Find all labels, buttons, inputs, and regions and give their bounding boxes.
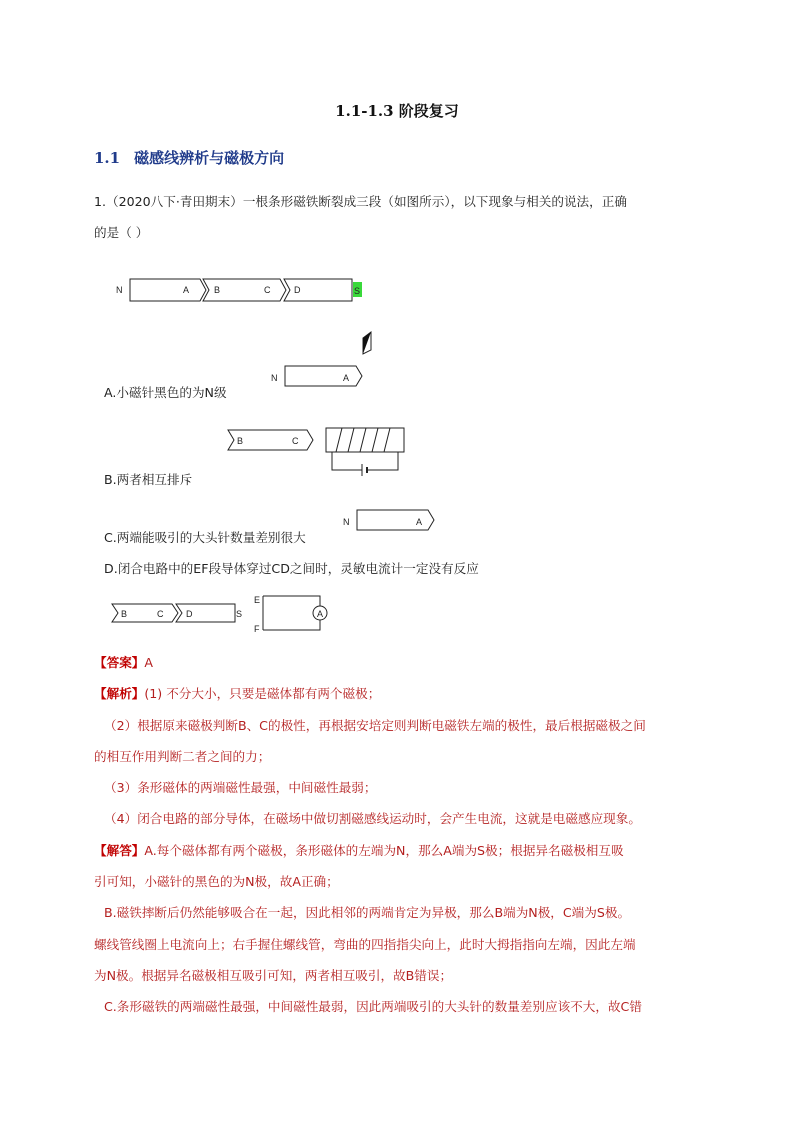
option-b: B.两者相互排斥 bbox=[104, 472, 193, 487]
pole-label-s: S bbox=[236, 609, 243, 619]
label-c: C bbox=[292, 436, 299, 446]
label-b: B bbox=[121, 609, 128, 619]
section-number: 1.1 bbox=[94, 149, 121, 167]
section-heading bbox=[94, 147, 284, 168]
solution-line-3: B.磁铁摔断后仍然能够吸合在一起，因此相邻的两端肯定为异极，那么B端为N极，C端为S极。 bbox=[104, 905, 631, 920]
solution-line-5: 为N极。根据异名磁极相互吸引可知，两者相互吸引，故B错误； bbox=[94, 968, 453, 983]
circuit-wire bbox=[263, 596, 320, 630]
solution-tag: 【解答】 bbox=[94, 843, 145, 858]
broken-magnet-figure bbox=[100, 268, 380, 313]
label-c: C bbox=[157, 609, 164, 619]
option-c: C.两端能吸引的大头针数量差别很大 bbox=[104, 530, 306, 545]
galvanometer-label: A bbox=[317, 609, 324, 619]
label-a: A bbox=[183, 285, 190, 295]
galvanometer-figure bbox=[108, 590, 333, 636]
pole-label-s: S bbox=[354, 286, 361, 296]
solution-line-4: 螺线管线圈上电流向上；右手握住螺线管，弯曲的四指指尖向上，此时大拇指指向左端，因此左端 bbox=[94, 937, 636, 952]
label-a: A bbox=[416, 517, 423, 527]
analysis-text-1: (1) 不分大小，只要是磁体都有两个磁极； bbox=[144, 686, 381, 701]
answer-tag: 【答案】 bbox=[94, 655, 145, 670]
section-title: 磁感线辨析与磁极方向 bbox=[134, 149, 285, 167]
label-f: F bbox=[254, 624, 260, 634]
label-c: C bbox=[264, 285, 271, 295]
option-a: A.小磁针黑色的为N级 bbox=[104, 385, 227, 400]
magnet-segment-d bbox=[176, 604, 235, 622]
magnet-segment-a bbox=[285, 366, 362, 386]
solution-line-1 bbox=[94, 840, 624, 859]
answer-value: A bbox=[144, 655, 153, 670]
answer-line bbox=[94, 652, 153, 671]
label-b: B bbox=[237, 436, 244, 446]
option-d: D.闭合电路中的EF段导体穿过CD之间时，灵敏电流计一定没有反应 bbox=[104, 561, 479, 576]
analysis-tag: 【解析】 bbox=[94, 686, 145, 701]
circuit-wire bbox=[332, 452, 398, 470]
analysis-line-4: （3）条形磁体的两端磁性最强，中间磁性最弱； bbox=[104, 780, 377, 795]
solution-text-1: A.每个磁体都有两个磁极，条形磁体的左端为N，那么A端为S极；根据异名磁极相互吸 bbox=[144, 843, 624, 858]
magnet-segment-c bbox=[357, 510, 434, 530]
solenoid-coil bbox=[336, 428, 390, 452]
solution-line-2: 引可知，小磁针的黑色的为N极，故A正确； bbox=[94, 874, 339, 889]
magnet-na-figure bbox=[340, 505, 440, 535]
analysis-line-2: （2）根据原来磁极判断B、C的极性，再根据安培定则判断电磁铁左端的极性，最后根据磁极之间 bbox=[104, 718, 646, 733]
label-e: E bbox=[254, 595, 261, 605]
label-d: D bbox=[186, 609, 193, 619]
pole-label-n: N bbox=[271, 373, 278, 383]
page-title: 1.1-1.3 阶段复习 bbox=[335, 102, 459, 120]
analysis-line-1 bbox=[94, 683, 380, 702]
analysis-line-3: 的相互作用判断二者之间的力； bbox=[94, 749, 271, 764]
pole-label-n: N bbox=[343, 517, 350, 527]
label-d: D bbox=[294, 285, 301, 295]
solenoid-figure bbox=[222, 424, 410, 482]
question-line-1: 1.（2020八下·青田期末）一根条形磁铁断裂成三段（如图所示），以下现象与相关的说法，正确 bbox=[94, 194, 627, 209]
question-line-2: 的是（ ） bbox=[94, 225, 149, 240]
pole-label-n: N bbox=[116, 285, 123, 295]
compass-figure bbox=[268, 328, 378, 390]
solution-line-6: C.条形磁铁的两端磁性最强，中间磁性最弱，因此两端吸引的大头针的数量差别应该不大，故C错 bbox=[104, 999, 642, 1014]
magnet-segment-1 bbox=[130, 279, 206, 301]
label-b: B bbox=[214, 285, 221, 295]
label-a: A bbox=[343, 373, 350, 383]
analysis-line-5: （4）闭合电路的部分导体，在磁场中做切割磁感线运动时，会产生电流，这就是电磁感应现象。 bbox=[104, 811, 641, 826]
